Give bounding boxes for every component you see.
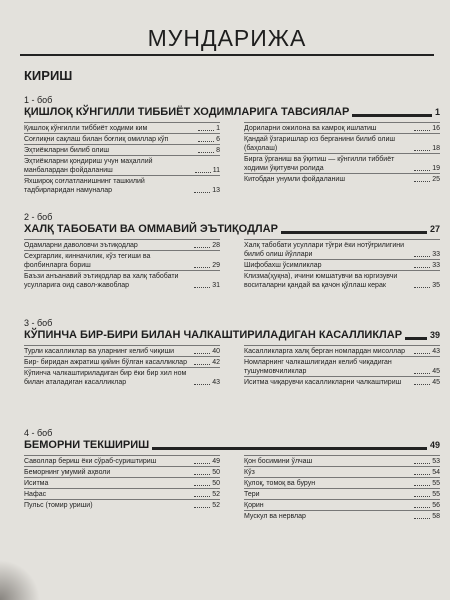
toc-entry[interactable] bbox=[24, 499, 220, 510]
toc-entry-text: Халқ табобати усуллари тўғри ёки нотўғрилигини билиб олиш йўллари bbox=[244, 242, 405, 258]
toc-entry-text: Соғлиқни сақлаш билан боғлиқ омиллар кўп bbox=[24, 136, 169, 143]
toc-entry-page: 33 bbox=[432, 262, 440, 269]
dot-leader bbox=[194, 463, 210, 464]
dot-leader bbox=[414, 267, 430, 268]
chapter-number: 4 - боб bbox=[24, 428, 53, 438]
toc-entry[interactable] bbox=[244, 259, 440, 270]
dot-leader bbox=[414, 384, 430, 385]
toc-entry[interactable] bbox=[24, 367, 220, 387]
dot-leader bbox=[198, 141, 214, 142]
toc-entry[interactable] bbox=[24, 144, 220, 155]
dot-leader bbox=[194, 247, 210, 248]
toc-entry-page: 29 bbox=[212, 262, 220, 269]
chapter-heading[interactable] bbox=[24, 223, 440, 236]
dot-leader bbox=[194, 353, 210, 354]
toc-entry-text: Қандай ўзгаришлар юз берганини билиб олиш (баҳолаш) bbox=[244, 136, 396, 152]
chapter-title: БЕМОРНИ ТЕКШИРИШ bbox=[24, 439, 150, 451]
dot-leader bbox=[194, 364, 210, 365]
toc-entry-page: 55 bbox=[432, 491, 440, 498]
chapter-page: 1 bbox=[434, 107, 440, 117]
toc-entry-text: Дориларни ожилона ва камроқ ишлатиш bbox=[244, 125, 377, 132]
chapter-2 bbox=[24, 212, 440, 290]
toc-entry-page: 43 bbox=[212, 379, 220, 386]
toc-entry-page: 52 bbox=[212, 502, 220, 509]
toc-entry-text: Номларнинг чалкашлигидан келиб чиқадиган тушунмовчиликлар bbox=[244, 359, 392, 375]
dot-leader bbox=[414, 518, 430, 519]
leader-line bbox=[152, 444, 427, 450]
dot-leader bbox=[194, 485, 210, 486]
toc-entry-page: 45 bbox=[432, 368, 440, 375]
toc-entry-page: 33 bbox=[432, 251, 440, 258]
toc-entry-text: Бирга ўрганиш ва ўқитиш — кўнгилли тиббиёт ходими ўқитувчи ролида bbox=[244, 156, 395, 172]
toc-entry-page: 52 bbox=[212, 491, 220, 498]
intro-heading: КИРИШ bbox=[24, 68, 73, 83]
dot-leader bbox=[414, 130, 430, 131]
chapter-heading[interactable] bbox=[24, 106, 440, 119]
toc-entry-page: 8 bbox=[216, 147, 220, 154]
toc-entry-text: Беморнинг умумий аҳволи bbox=[24, 469, 111, 476]
chapter-1 bbox=[24, 95, 440, 195]
toc-entry-text: Тери bbox=[244, 491, 260, 498]
toc-entry[interactable] bbox=[244, 455, 440, 466]
entries-left bbox=[24, 239, 220, 290]
toc-entry-text: Шифобахш ўсимликлар bbox=[244, 262, 322, 269]
toc-entry[interactable] bbox=[24, 466, 220, 477]
chapter-4 bbox=[24, 428, 440, 521]
entries-right bbox=[244, 345, 440, 387]
toc-entry-text: Клизма(ҳуқна), ичини юмшатувчи ва юргизувчи воситаларни қандай ва қачон қўллаш керак bbox=[244, 273, 398, 289]
toc-entry-page: 40 bbox=[212, 348, 220, 355]
dot-leader bbox=[414, 181, 430, 182]
dot-leader bbox=[414, 496, 430, 497]
toc-entry[interactable] bbox=[244, 510, 440, 521]
toc-entry[interactable] bbox=[244, 499, 440, 510]
toc-entry-page: 28 bbox=[212, 242, 220, 249]
toc-entry[interactable] bbox=[244, 133, 440, 153]
chapter-title: КЎПИНЧА БИР-БИРИ БИЛАН ЧАЛКАШТИРИЛАДИГАН КАСАЛЛИКЛАР bbox=[24, 329, 403, 341]
toc-entry[interactable] bbox=[24, 477, 220, 488]
toc-entry[interactable] bbox=[24, 175, 220, 195]
chapter-page: 39 bbox=[429, 330, 440, 340]
dot-leader bbox=[414, 373, 430, 374]
dot-leader bbox=[414, 287, 430, 288]
toc-entry-text: Баъзи анъанавий эътиқодлар ва халқ табобати усулларига оид савол-жавоблар bbox=[24, 273, 179, 289]
toc-entry[interactable] bbox=[24, 488, 220, 499]
dot-leader bbox=[414, 150, 430, 151]
toc-entry-page: 56 bbox=[432, 502, 440, 509]
chapter-page: 27 bbox=[429, 224, 440, 234]
toc-entry-text: Яхшироқ соғлатланишнинг ташкилий тадбирларидан намуналар bbox=[24, 178, 145, 194]
dot-leader bbox=[414, 463, 430, 464]
toc-entry-text: Мускул ва нервлар bbox=[244, 513, 306, 520]
toc-entry[interactable] bbox=[244, 466, 440, 477]
photo-shadow bbox=[0, 560, 40, 600]
toc-entry[interactable] bbox=[24, 155, 220, 175]
chapter-heading[interactable] bbox=[24, 439, 440, 452]
toc-entry-page: 18 bbox=[432, 145, 440, 152]
dot-leader bbox=[194, 384, 210, 385]
entries-left bbox=[24, 455, 220, 521]
page-title: МУНДАРИЖА bbox=[20, 25, 434, 56]
entries-right bbox=[244, 455, 440, 521]
entry-columns bbox=[24, 239, 440, 290]
chapter-page: 49 bbox=[429, 440, 440, 450]
chapter-number: 3 - боб bbox=[24, 318, 53, 328]
chapter-3 bbox=[24, 318, 440, 387]
toc-entry[interactable] bbox=[244, 122, 440, 133]
toc-entry-page: 42 bbox=[212, 359, 220, 366]
dot-leader bbox=[195, 172, 211, 173]
toc-entry[interactable] bbox=[244, 270, 440, 290]
toc-entry[interactable] bbox=[24, 270, 220, 290]
entries-right bbox=[244, 239, 440, 290]
dot-leader bbox=[194, 507, 210, 508]
dot-leader bbox=[198, 152, 214, 153]
toc-entry[interactable] bbox=[244, 173, 440, 184]
entry-columns bbox=[24, 455, 440, 521]
toc-entry[interactable] bbox=[24, 455, 220, 466]
dot-leader bbox=[194, 474, 210, 475]
toc-entry[interactable] bbox=[244, 477, 440, 488]
chapter-heading[interactable] bbox=[24, 329, 440, 342]
toc-entry-text: Касалликларга халқ берган номлардан мисоллар bbox=[244, 348, 405, 355]
dot-leader bbox=[194, 287, 210, 288]
toc-entry-page: 35 bbox=[432, 282, 440, 289]
entry-columns bbox=[24, 345, 440, 387]
chapter-title: ҚИШЛОҚ КЎНГИЛЛИ ТИББИЁТ ХОДИМЛАРИГА ТАВСИЯЛАР bbox=[24, 106, 350, 118]
toc-entry-text: Бир- биридан ажратиш қийин бўлган касалликлар bbox=[24, 359, 187, 366]
toc-entry-text: Эҳтиёжларни билиб олиш bbox=[24, 147, 110, 154]
toc-entry-page: 11 bbox=[212, 167, 220, 174]
toc-entry-text: Саволлар бериш ёки сўраб-суриштириш bbox=[24, 458, 157, 465]
toc-entry-page: 55 bbox=[432, 480, 440, 487]
toc-entry[interactable] bbox=[24, 133, 220, 144]
toc-entry-page: 16 bbox=[432, 125, 440, 132]
dot-leader bbox=[414, 353, 430, 354]
toc-entry-page: 49 bbox=[212, 458, 220, 465]
toc-entry[interactable] bbox=[244, 356, 440, 376]
entries-left bbox=[24, 122, 220, 195]
toc-entry-text: Китобдан унумли фойдаланиш bbox=[244, 176, 345, 183]
toc-entry-page: 19 bbox=[432, 165, 440, 172]
toc-entry-text: Қулоқ, томоқ ва бурун bbox=[244, 480, 316, 487]
dot-leader bbox=[194, 496, 210, 497]
toc-entry-text: Қишлоқ кўнгилли тиббиёт ходими ким bbox=[24, 125, 148, 132]
toc-entry-text: Кўз bbox=[244, 469, 255, 476]
toc-entry-text: Иситма bbox=[24, 480, 49, 487]
toc-entry-text: Эҳтиёжларни қондириш учун маҳаллий манбалардан фойдаланиш bbox=[24, 158, 153, 174]
toc-entry-page: 58 bbox=[432, 513, 440, 520]
leader-line bbox=[405, 334, 427, 340]
dot-leader bbox=[414, 474, 430, 475]
toc-entry-text: Нафас bbox=[24, 491, 47, 498]
leader-line bbox=[352, 111, 432, 117]
toc-entry-text: Кўпинча чалкаштириладиган бир ёки бир хил ном билан аталадиган касалликлар bbox=[24, 370, 187, 386]
chapter-title: ХАЛҚ ТАБОБАТИ ВА ОММАВИЙ ЭЪТИҚОДЛАР bbox=[24, 223, 278, 235]
toc-entry-page: 1 bbox=[216, 125, 220, 132]
entries-left bbox=[24, 345, 220, 387]
entry-columns bbox=[24, 122, 440, 195]
toc-entry[interactable] bbox=[244, 239, 440, 259]
dot-leader bbox=[414, 256, 430, 257]
dot-leader bbox=[194, 267, 210, 268]
toc-entry-page: 43 bbox=[432, 348, 440, 355]
dot-leader bbox=[414, 485, 430, 486]
toc-entry-page: 45 bbox=[432, 379, 440, 386]
leader-line bbox=[281, 228, 427, 234]
toc-entry-text: Қорин bbox=[244, 502, 264, 509]
toc-entry-text: Одамларни даволовчи эътиқодлар bbox=[24, 242, 138, 249]
toc-entry-page: 50 bbox=[212, 469, 220, 476]
chapter-number: 2 - боб bbox=[24, 212, 53, 222]
toc-entry-page: 13 bbox=[212, 187, 220, 194]
toc-entry-page: 31 bbox=[212, 282, 220, 289]
toc-entry[interactable] bbox=[24, 250, 220, 270]
toc-entry[interactable] bbox=[24, 239, 220, 250]
toc-entry-page: 50 bbox=[212, 480, 220, 487]
dot-leader bbox=[194, 192, 210, 193]
toc-entry-page: 53 bbox=[432, 458, 440, 465]
toc-entry[interactable] bbox=[24, 345, 220, 356]
toc-entry[interactable] bbox=[24, 356, 220, 367]
toc-entry[interactable] bbox=[244, 345, 440, 356]
toc-entry[interactable] bbox=[244, 488, 440, 499]
toc-entry[interactable] bbox=[244, 153, 440, 173]
toc-entry-text: Иситма чиқарувчи касалликларни чалкаштириш bbox=[244, 379, 402, 386]
dot-leader bbox=[414, 170, 430, 171]
toc-entry-text: Қон босимини ўлчаш bbox=[244, 458, 313, 465]
toc-entry-text: Пульс (томир уриши) bbox=[24, 502, 93, 509]
dot-leader bbox=[414, 507, 430, 508]
toc-entry-text: Сеҳргарлик, кинначилик, кўз тегиши ва фолбинларга бориш bbox=[24, 253, 151, 269]
chapter-number: 1 - боб bbox=[24, 95, 53, 105]
toc-entry-text: Турли касалликлар ва уларнинг келиб чиқиши bbox=[24, 348, 175, 355]
toc-entry[interactable] bbox=[244, 376, 440, 387]
toc-entry-page: 54 bbox=[432, 469, 440, 476]
dot-leader bbox=[198, 130, 214, 131]
entries-right bbox=[244, 122, 440, 195]
toc-entry[interactable] bbox=[24, 122, 220, 133]
toc-entry-page: 6 bbox=[216, 136, 220, 143]
toc-entry-page: 25 bbox=[432, 176, 440, 183]
